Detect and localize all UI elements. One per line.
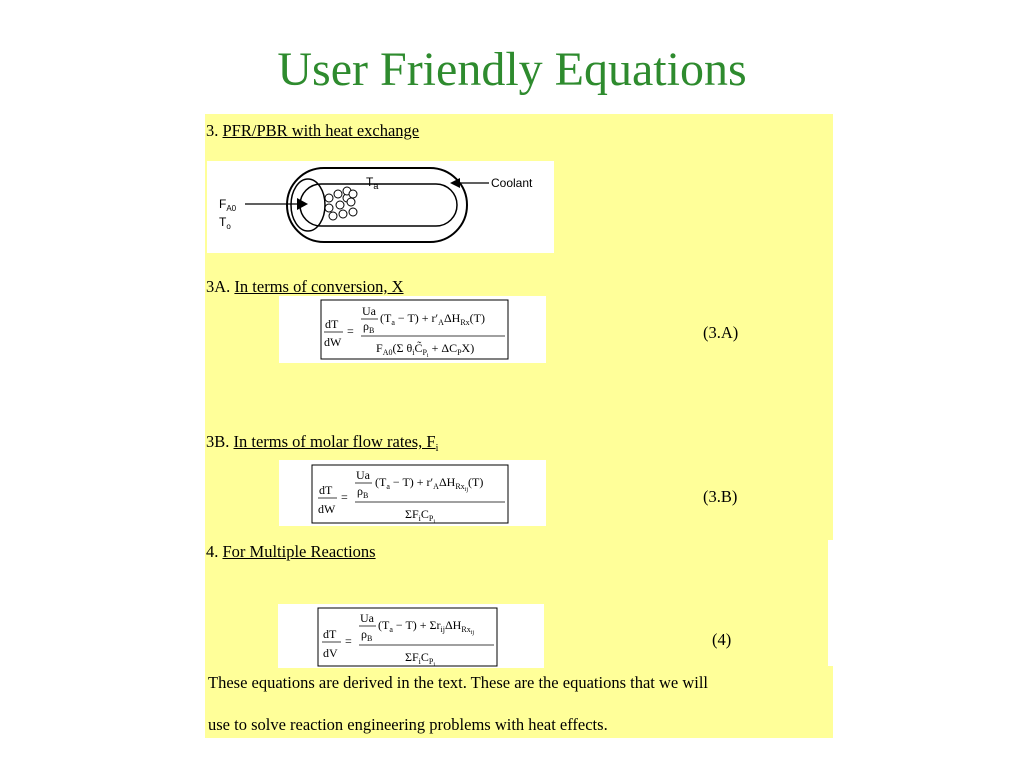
inlet-ellipse [291,179,325,231]
section-3-label: PFR/PBR with heat exchange [222,121,420,140]
equation-3b [279,460,546,526]
svg-text:Ua: Ua [356,468,370,482]
equation-4-number: (4) [712,630,732,649]
svg-text:ρB: $\rho_B$ [361,627,373,643]
svg-text:dT: dT [325,317,339,331]
svg-text:(Ta − T) + r′AΔHRx(T): $(T_a - T) + r'_A\Delta H_{Rx}(T)$ [380,311,485,327]
section-3b-number: 3B. [206,432,230,451]
coolant-label: Coolant [491,176,533,190]
equation-3a-svg [279,296,546,363]
section-3-number: 3. [206,121,219,140]
svg-text:ΣFiCPi: $\Sigma F_iC_Pi$ [405,650,436,668]
reactor-diagram [207,161,554,253]
ta-label: $T_a$ [366,175,379,191]
section-4-heading [206,542,376,562]
svg-text:Ua: Ua [360,611,374,625]
section-4-number: 4. [206,542,219,561]
svg-text:dW: dW [324,335,342,349]
svg-text:dT: dT [319,483,333,497]
equation-3b-svg [279,460,546,526]
equation-4-svg [278,604,544,668]
svg-text:(Ta − T) + r′AΔHRxij(T): $(T_a - T) + r'_A\Delta H_{Rx}ij(T)$ [375,475,484,493]
equation-3a [279,296,546,363]
section-3a-label: In terms of conversion, X [234,277,404,296]
svg-text:=: = [345,634,352,648]
equation-3b-number: (3.B) [703,487,738,506]
note-line-1: These equations are derived in the text. These are the equations that we will [208,673,709,692]
svg-text:dV: dV [323,646,338,660]
panel-edge [828,540,834,666]
section-3b-heading [206,432,438,459]
catalyst-pellets [325,187,357,220]
svg-text:ρB: $\rho_B$ [363,319,375,335]
svg-text:=: = [341,490,348,504]
section-3b-label: In terms of molar flow rates, $F_i$ [233,432,439,454]
note-line-2: use to solve reaction engineering problems with heat effects. [208,715,608,734]
svg-text:FA0(Σ θiC̃Pi + ΔCPX): $F_{A0}(\Sigma$ $\theta_iC̃_Pi + \Delta C_PX$) [376,341,475,359]
svg-text:dT: dT [323,627,337,641]
feed-arrowhead [297,198,308,210]
coolant-arrowhead [450,178,460,188]
t0-label: $T_o$ [219,215,231,231]
equation-4 [278,604,544,668]
section-3a-number: 3A. [206,277,231,296]
reactor-diagram-svg [207,161,554,253]
outer-jacket [287,168,467,242]
page-title: User Friendly Equations [277,43,747,96]
svg-text:ΣFiCPi: $\Sigma F_iC_Pi$ [405,507,436,525]
fa0-label: $F_{A0}$ [219,197,237,213]
inner-tube [300,184,457,226]
section-3-heading [206,121,419,141]
svg-text:dW: dW [318,502,336,516]
section-3a-heading [206,277,404,297]
equation-3a-number: (3.A) [703,323,739,342]
svg-text:Ua: Ua [362,304,376,318]
svg-text:=: = [347,324,354,338]
section-4-label: For Multiple Reactions [222,542,376,561]
svg-text:ρB: $\rho_B$ [357,484,369,500]
svg-text:(Ta − T) + ΣrijΔHRxij: $(T_a - T) + \Sigma r_{ij}\Delta H_{Rx}ij$ [378,618,475,636]
